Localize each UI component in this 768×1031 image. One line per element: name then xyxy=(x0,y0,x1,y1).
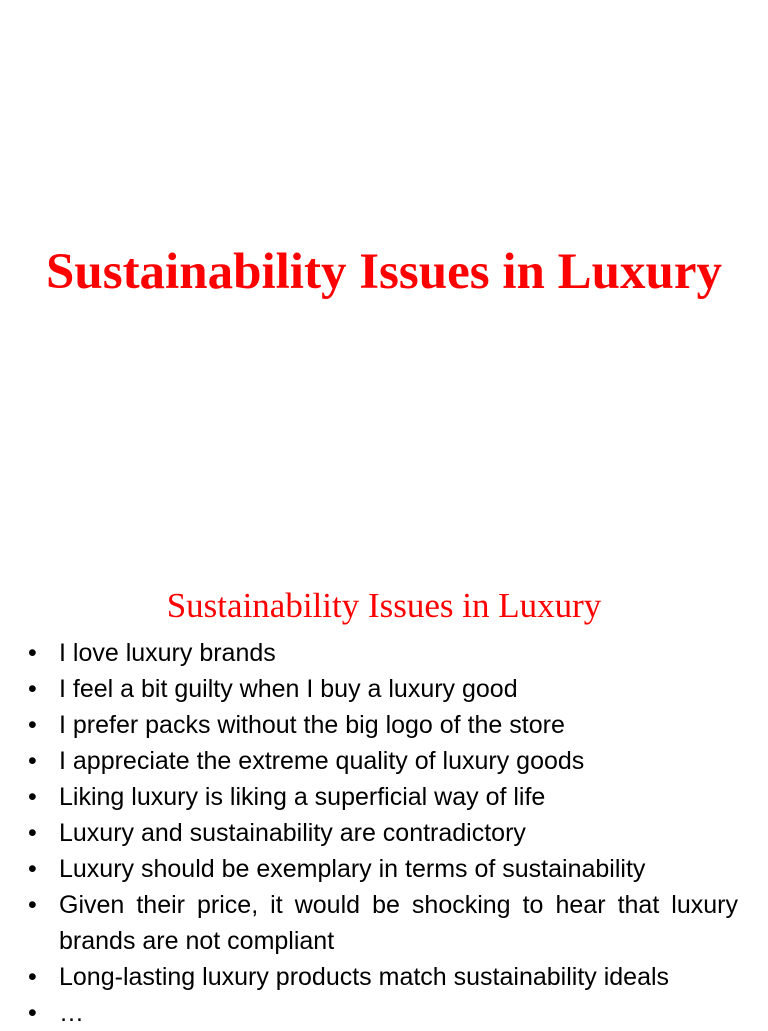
bullet-text: Given their price, it would be shocking to hear that luxury brands are not compliant xyxy=(59,891,738,955)
bullet-text: I appreciate the extreme quality of luxury goods xyxy=(59,747,585,775)
bullet-text: Luxury should be exemplary in terms of sustainability xyxy=(59,855,646,883)
bullet-text: … xyxy=(59,999,84,1027)
bullet-marker: • xyxy=(28,675,37,703)
bullet-text: I prefer packs without the big logo of the store xyxy=(59,711,565,739)
bullet-text: Long-lasting luxury products match sustainability ideals xyxy=(59,963,670,991)
bullet-marker: • xyxy=(28,963,37,991)
content-slide-title: Sustainability Issues in Luxury xyxy=(166,586,602,625)
bullet-text: I feel a bit guilty when I buy a luxury good xyxy=(59,675,518,703)
bullet-marker: • xyxy=(28,999,37,1027)
bullet-text: Liking luxury is liking a superficial way of life xyxy=(59,783,546,811)
bullet-item xyxy=(28,815,738,851)
bullet-text: Luxury and sustainability are contradictory xyxy=(59,819,526,847)
bullet-list xyxy=(28,635,738,1031)
bullet-item xyxy=(28,959,738,995)
bullet-marker: • xyxy=(28,891,37,919)
bullet-text: I love luxury brands xyxy=(59,639,276,667)
bullet-item xyxy=(28,671,738,707)
bullet-item xyxy=(28,887,738,959)
bullet-marker: • xyxy=(28,783,37,811)
bullet-item xyxy=(28,995,738,1031)
content-slide xyxy=(0,560,768,1027)
bullet-marker: • xyxy=(28,855,37,883)
bullet-item xyxy=(28,743,738,779)
bullet-marker: • xyxy=(28,747,37,775)
slide-title: Sustainability Issues in Luxury xyxy=(46,244,722,300)
bullet-marker: • xyxy=(28,819,37,847)
bullet-item xyxy=(28,779,738,815)
bullet-marker: • xyxy=(28,711,37,739)
bullet-item xyxy=(28,707,738,743)
bullet-item xyxy=(28,635,738,671)
bullet-marker: • xyxy=(28,639,37,667)
bullet-item xyxy=(28,851,738,887)
